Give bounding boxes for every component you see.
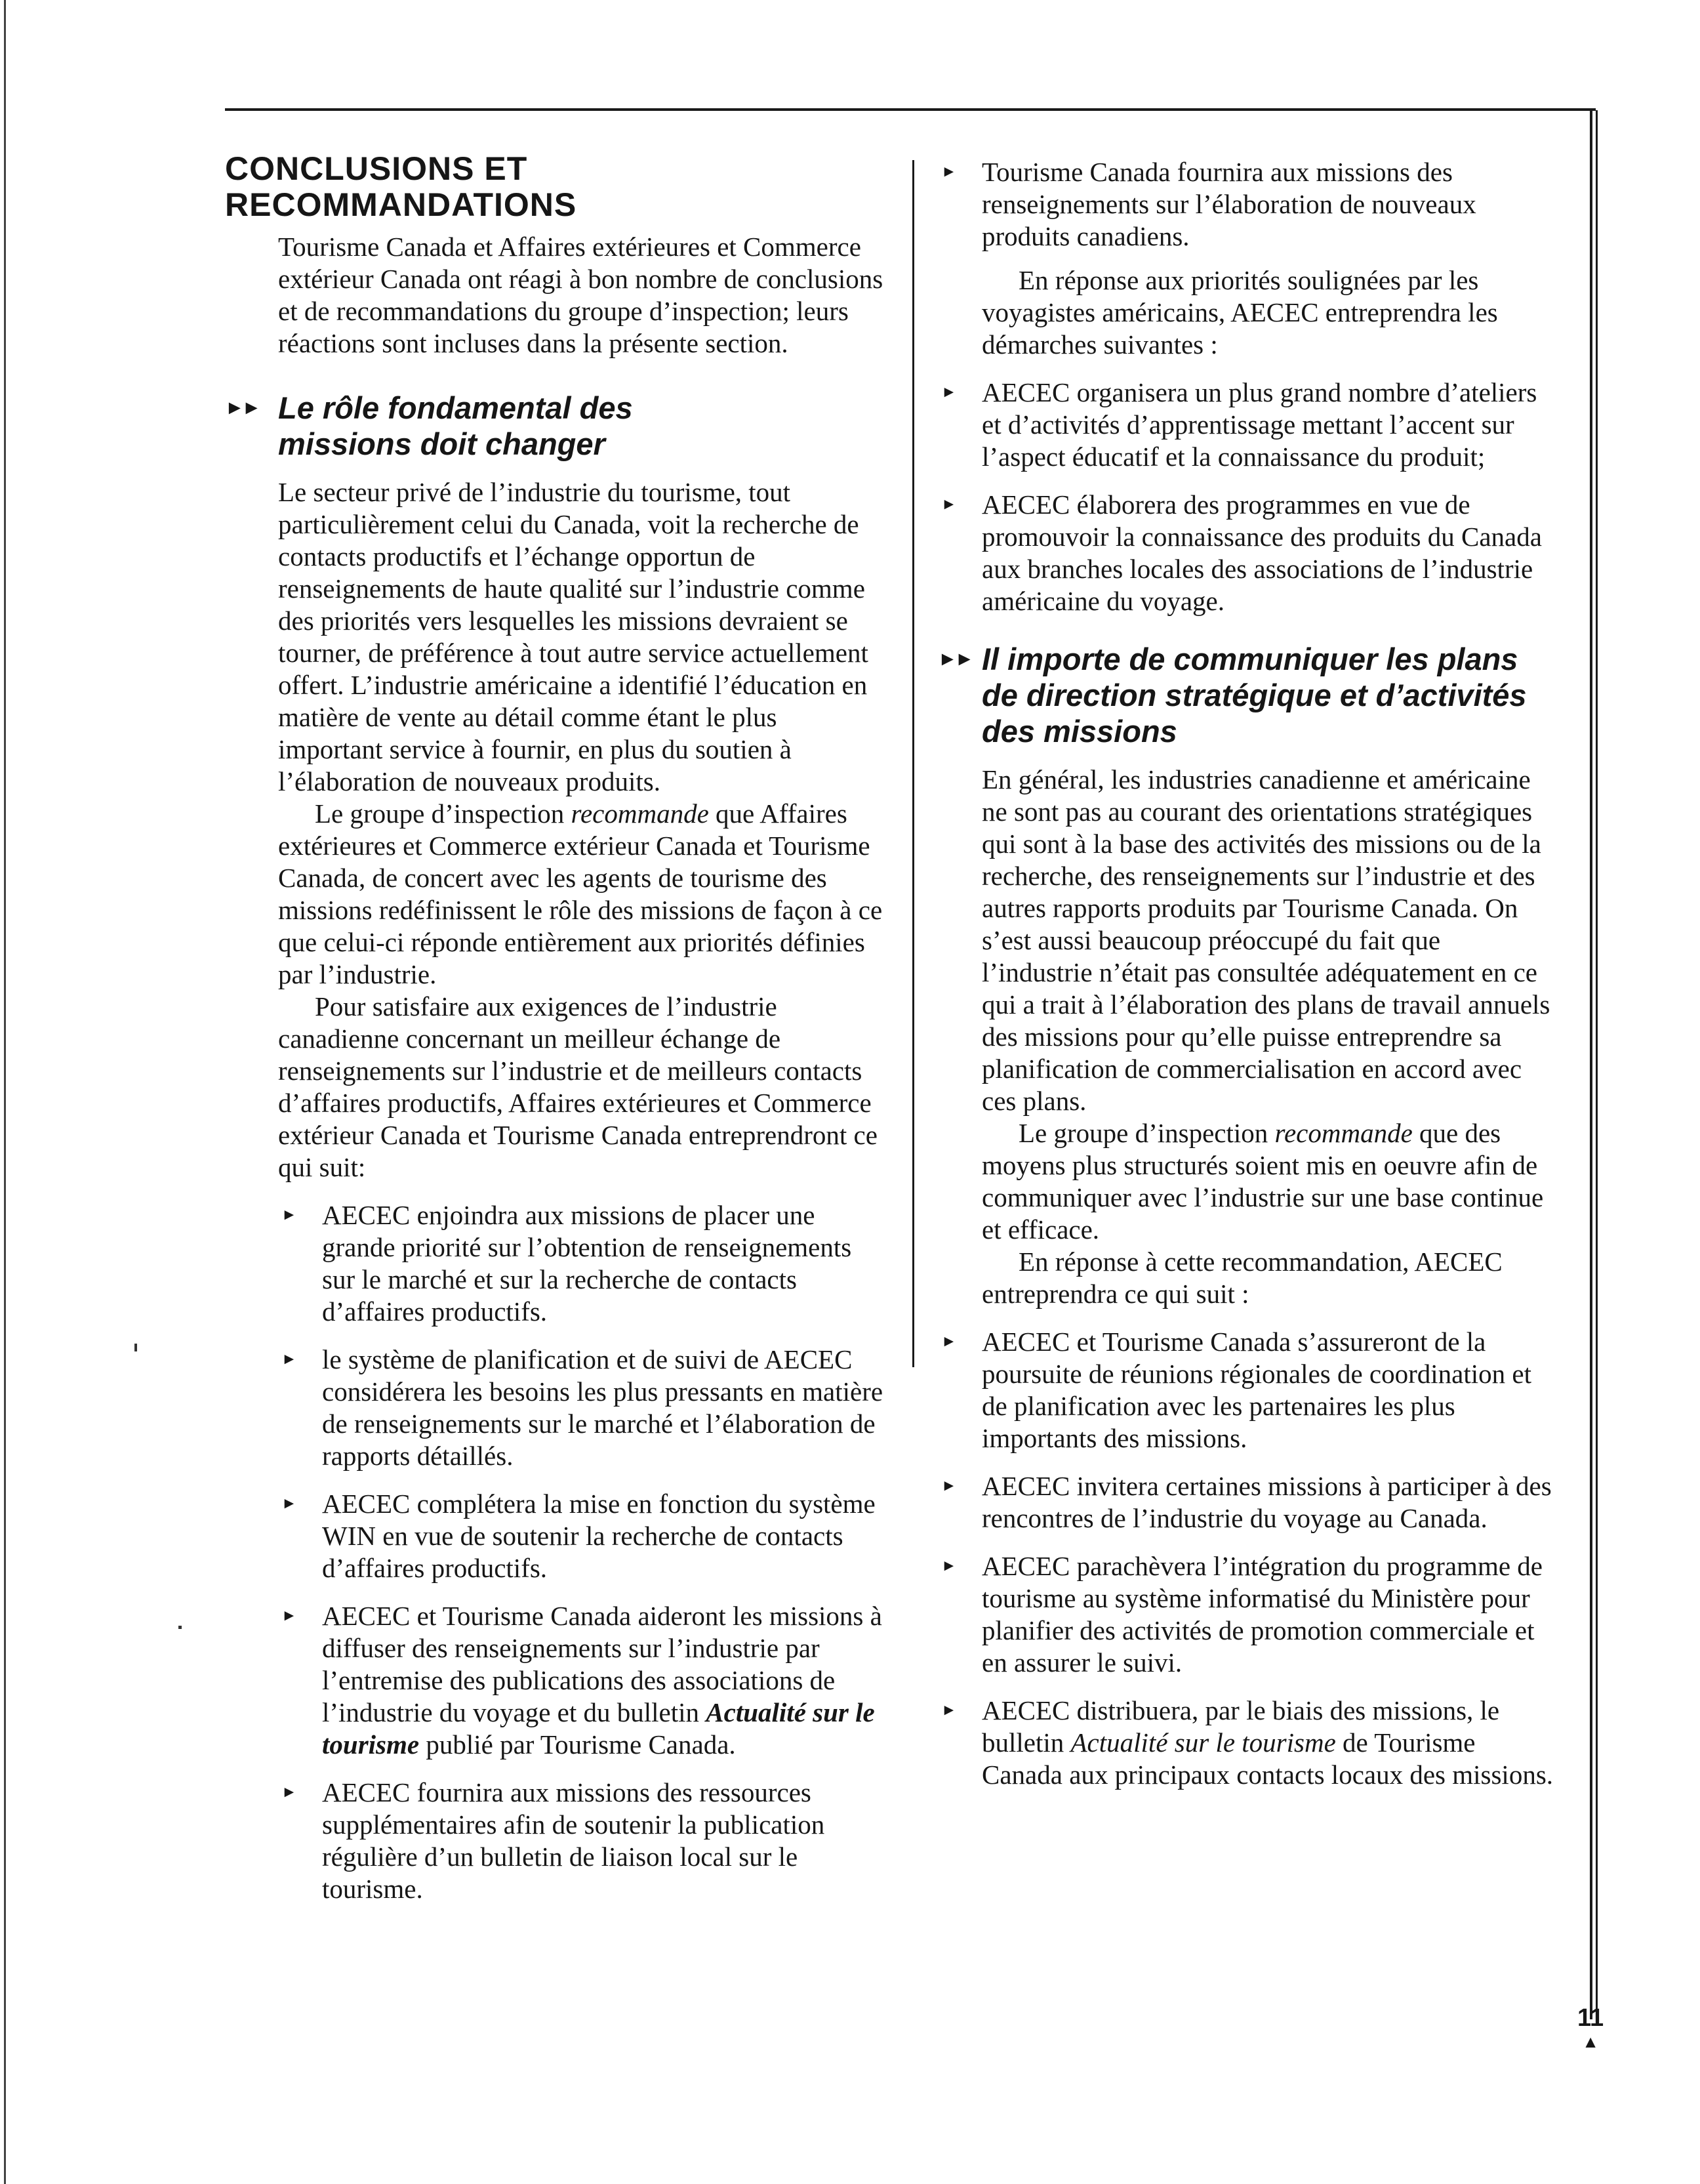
section1-bullet-continued — [941, 156, 1554, 253]
top-rule — [225, 108, 1596, 111]
list-item — [278, 1777, 887, 1905]
list-item-text-end: publié par Tourisme Canada. — [419, 1729, 736, 1760]
section2-paragraph-1: En général, les industries canadienne et américaine ne sont pas au courant des orientations stratégiques qui sont à la base des activités des missions ou de la recherche, des renseignements sur l’industrie et des autres rapports produits par Tourisme Canada. On s’est aussi beaucoup préoccupé du fait que l’industrie n’était pas consultée adéquatement en ce qui a trait à l’élaboration des plans de travail annuels des missions pour qu’elle puisse entreprendre sa planification de commercialisation en accord avec ces plans. — [982, 764, 1550, 1116]
list-item-text: AECEC enjoindra aux missions de placer une grande priorité sur l’obtention de renseignements sur le marché et sur la recherche de contacts d’affaires productifs. — [322, 1200, 852, 1327]
section2-bullet-list — [941, 1326, 1554, 1791]
page-edge-line — [4, 0, 6, 2184]
list-item-text — [322, 1600, 887, 1761]
triangle-bullet-icon: ► — [281, 1351, 297, 1368]
list-item-text: AECEC fournira aux missions des ressources supplémentaires afin de soutenir la publication régulière d’un bulletin de liaison local sur le tourisme. — [322, 1777, 825, 1904]
section-heading-2-text — [982, 641, 1527, 749]
section1-body — [278, 476, 887, 1905]
column-separator — [912, 160, 914, 1367]
section2-paragraph-2 — [982, 1117, 1554, 1246]
page-number-block — [1577, 2004, 1604, 2051]
bulletin-title-emphasis: Actualité sur le tourisme — [322, 1697, 875, 1760]
section-heading-1-line1: Le rôle fondamental des — [278, 390, 633, 425]
section-heading-2-line1: Il importe de communiquer les plans — [982, 642, 1518, 676]
list-item — [278, 1344, 887, 1472]
list-item-text-start: AECEC et Tourisme Canada aideront les missions à diffuser des renseignements sur l’industrie par l’entremise des publications des associations de l’industrie du voyage et du bulletin — [322, 1601, 882, 1727]
right-column — [938, 156, 1554, 1807]
section1-paragraph-2 — [278, 798, 887, 991]
list-item — [941, 156, 1554, 253]
list-item — [941, 1695, 1554, 1791]
section1-bullet-list — [278, 1199, 887, 1905]
section1-paragraph-4: En réponse aux priorités soulignées par les voyagistes américains, AECEC entreprendra les démarches suivantes : — [982, 265, 1498, 360]
triangle-bullet-icon: ► — [941, 1557, 957, 1575]
list-item-text-start: AECEC distribuera, par le biais des missions, le bulletin — [982, 1695, 1500, 1758]
section1-paragraph-3: Pour satisfaire aux exigences de l’industrie canadienne concernant un meilleur échange de renseignements sur l’industrie et de meilleurs contacts d’affaires productifs, Affaires extérieures et Commerce extérieur Canada et Tourisme Canada entreprendront ce qui suit: — [278, 991, 878, 1182]
list-item — [941, 1470, 1554, 1535]
triangle-bullet-icon: ► — [941, 163, 957, 180]
triangle-bullet-icon: ► — [941, 1477, 957, 1494]
list-item-text-end: de Tourisme Canada aux principaux contacts locaux des missions. — [982, 1727, 1554, 1790]
double-arrow-icon: ►► — [225, 397, 259, 419]
double-arrow-icon: ►► — [938, 648, 972, 670]
scan-speck — [178, 1626, 182, 1629]
triangle-bullet-icon: ► — [941, 496, 957, 513]
list-item-text — [982, 1695, 1554, 1791]
scan-speck — [134, 1344, 137, 1351]
section2-paragraph-2-start: Le groupe d’inspection — [1019, 1118, 1275, 1148]
list-item — [941, 489, 1554, 617]
bulletin-title-emphasis: Actualité sur le tourisme — [1070, 1727, 1336, 1758]
list-item — [278, 1600, 887, 1761]
section2-paragraph-2-end: que des moyens plus structurés soient mis en oeuvre afin de communiquer avec l’industrie sur une base continue et efficace. — [982, 1118, 1544, 1245]
list-item-text: AECEC organisera un plus grand nombre d’ateliers et d’activités d’apprentissage mettant l’accent sur l’aspect éducatif et la connaissance du produit; — [982, 377, 1537, 472]
section2-paragraph-3: En réponse à cette recommandation, AECEC entreprendra ce qui suit : — [982, 1247, 1503, 1309]
recommande-emphasis: recommande — [571, 798, 709, 829]
section1-bullet-list-b — [941, 377, 1554, 617]
list-item-text: le système de planification et de suivi de AECEC considérera les besoins les plus pressants en matière de renseignements sur le marché et l’élaboration de rapports détaillés. — [322, 1344, 883, 1471]
list-item — [278, 1199, 887, 1328]
section-heading-2-line3: des missions — [982, 714, 1177, 749]
list-item-text: AECEC et Tourisme Canada s’assureront de la poursuite de réunions régionales de coordination et de planification avec les partenaires les plus importants des missions. — [982, 1327, 1531, 1453]
list-item — [941, 377, 1554, 473]
list-item — [941, 1326, 1554, 1454]
recommande-emphasis: recommande — [1274, 1118, 1413, 1148]
list-item-text: Tourisme Canada fournira aux missions des renseignements sur l’élaboration de nouveaux produits canadiens. — [982, 157, 1476, 251]
list-item-text: AECEC invitera certaines missions à participer à des rencontres de l’industrie du voyage au Canada. — [982, 1471, 1552, 1533]
triangle-bullet-icon: ► — [941, 1702, 957, 1719]
list-item-text: AECEC parachèvera l’intégration du programme de tourisme au système informatisé du Ministère pour planifier des activités de promotion commerciale et en assurer le suivi. — [982, 1551, 1543, 1678]
triangle-bullet-icon: ► — [281, 1495, 297, 1512]
intro-paragraph: Tourisme Canada et Affaires extérieures et Commerce extérieur Canada ont réagi à bon nombre de conclusions et de recommandations du groupe d’inspection; leurs réactions sont incluses dans la présente section. — [278, 232, 883, 358]
section1-paragraph-2-start: Le groupe d’inspection — [315, 798, 571, 829]
section-heading-1 — [225, 390, 887, 462]
list-item-text: AECEC complétera la mise en fonction du système WIN en vue de soutenir la recherche de contacts d’affaires productifs. — [322, 1489, 876, 1583]
triangle-bullet-icon: ► — [281, 1206, 297, 1224]
triangle-bullet-icon: ► — [281, 1784, 297, 1801]
list-item — [278, 1488, 887, 1584]
section1-paragraph-1: Le secteur privé de l’industrie du tourisme, tout particulièrement celui du Canada, voit la recherche de contacts productifs et l’échange opportun de renseignements de haute qualité sur l’industrie comme des priorités vers lesquelles les missions devraient se tourner, de préférence à tout autre service actuellement offert. L’industrie américaine a identifié l’éducation en matière de vente au détail comme étant le plus important service à fournir, en plus du soutien à l’élaboration de nouveaux produits. — [278, 477, 868, 796]
section1-continued — [941, 156, 1554, 617]
section-heading-2-line2: de direction stratégique et d’activités — [982, 678, 1527, 712]
section-heading-1-text — [278, 390, 633, 462]
section-heading-1-line2: missions doit changer — [278, 426, 605, 461]
triangle-bullet-icon: ► — [941, 384, 957, 401]
page-number: 11 — [1577, 2004, 1604, 2032]
up-triangle-icon: ▲ — [1582, 2032, 1599, 2051]
triangle-bullet-icon: ► — [941, 1333, 957, 1350]
list-item-text: AECEC élaborera des programmes en vue de promouvoir la connaissance des produits du Canada aux branches locales des associations de l’industrie américaine du voyage. — [982, 489, 1542, 616]
section2-body — [941, 764, 1554, 1791]
triangle-bullet-icon: ► — [281, 1607, 297, 1624]
right-margin-rule — [1590, 110, 1598, 2019]
page-title: CONCLUSIONS ET RECOMMANDATIONS — [225, 150, 577, 223]
section1-paragraph-2-end: que Affaires extérieures et Commerce extérieur Canada et Tourisme Canada, de concert avec les agents de tourisme des missions redéfinissent le rôle des missions de façon à ce que celui-ci réponde entièrement aux priorités définies par l’industrie. — [278, 798, 883, 989]
left-column — [225, 151, 887, 1921]
list-item — [941, 1550, 1554, 1679]
section-heading-2 — [938, 641, 1554, 749]
